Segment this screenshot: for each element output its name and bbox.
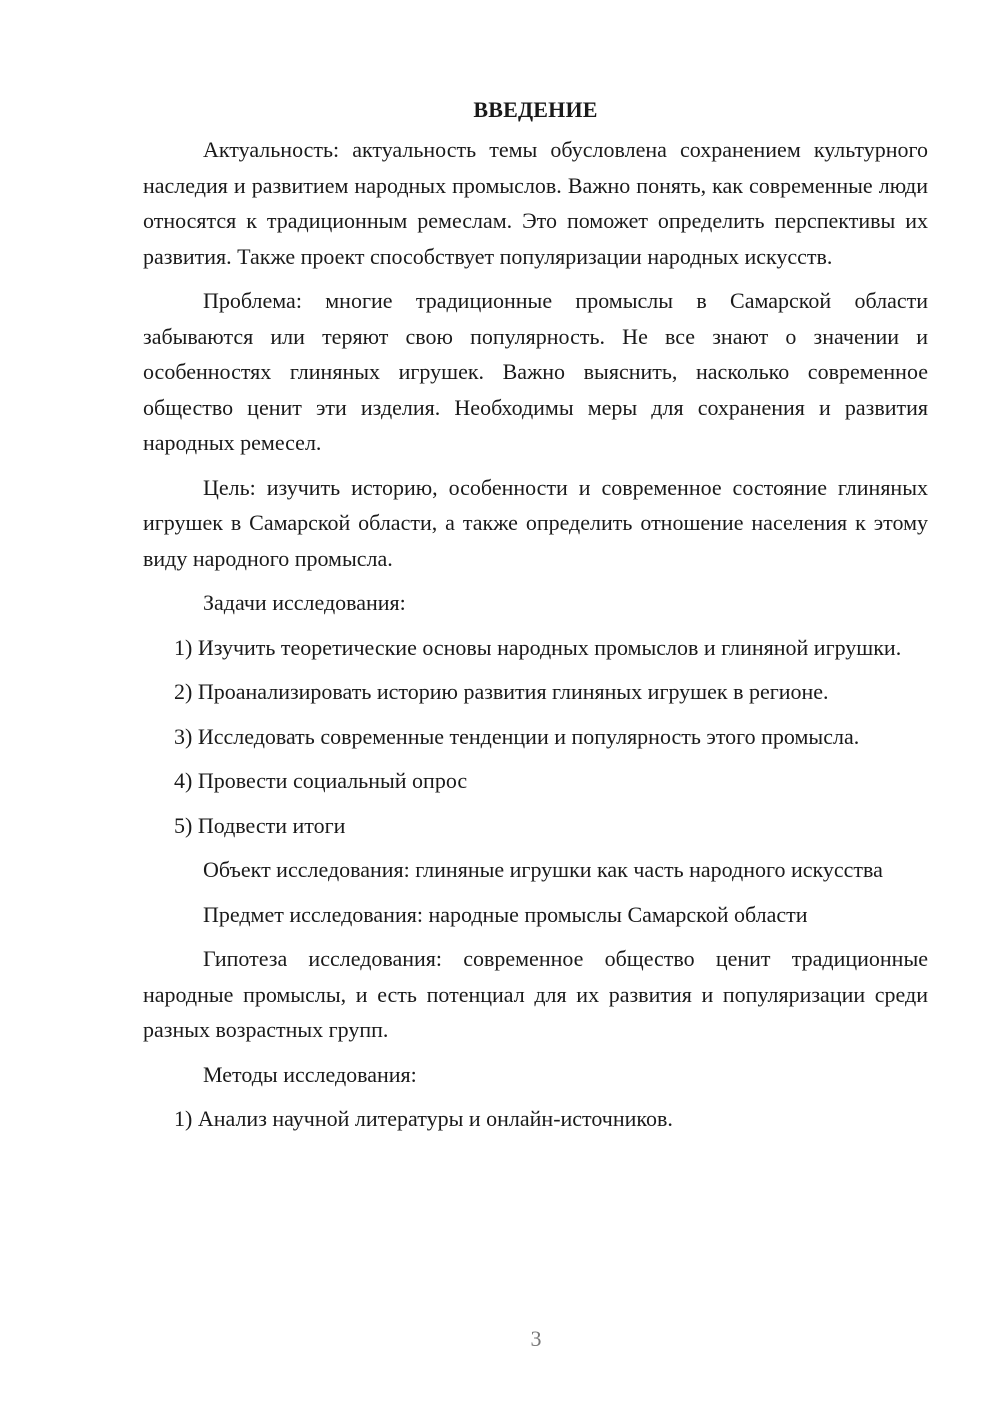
task-item-5: 5) Подвести итоги bbox=[174, 812, 346, 838]
task-item-2: 2) Проанализировать историю развития глиняных игрушек в регионе. bbox=[174, 679, 829, 704]
hypothesis-paragraph: Гипотеза исследования: современное общество ценит традиционные народные промыслы, и есть потенциал для их развития и популяризации среди разных возрастных групп. bbox=[143, 946, 928, 1042]
document-page bbox=[143, 92, 928, 1146]
section-title: ВВЕДЕНИЕ bbox=[473, 97, 598, 122]
task-item-1: 1) Изучить теоретические основы народных промыслов и глиняной игрушки. bbox=[174, 634, 902, 660]
method-item-1: 1) Анализ научной литературы и онлайн-источников. bbox=[174, 1106, 673, 1131]
page-number: 3 bbox=[530, 1326, 542, 1351]
tasks-heading: Задачи исследования: bbox=[203, 590, 406, 615]
subject-paragraph: Предмет исследования: народные промыслы Самарской области bbox=[203, 901, 808, 927]
task-item-3: 3) Исследовать современные тенденции и популярность этого промысла. bbox=[174, 723, 860, 749]
problem-paragraph: Проблема: многие традиционные промыслы в Самарской области забываются или теряют свою популярность. Не все знают о значении и особенностях глиняных игрушек. Важно выяснить, насколько современное общество ценит эти изделия. Необходимы меры для сохранения и развития народных ремесел. bbox=[143, 288, 928, 455]
relevance-paragraph: Актуальность: актуальность темы обусловлена сохранением культурного наследия и развитием народных промыслов. Важно понять, как современные люди относятся к традиционным ремеслам. Это поможет определить перспективы их развития. Также проект способствует популяризации народных искусств. bbox=[143, 137, 928, 269]
methods-heading: Методы исследования: bbox=[203, 1061, 417, 1087]
task-item-4: 4) Провести социальный опрос bbox=[174, 768, 468, 793]
goal-paragraph: Цель: изучить историю, особенности и современное состояние глиняных игрушек в Самарской области, а также определить отношение населения к этому виду народного промысла. bbox=[143, 474, 928, 571]
object-paragraph: Объект исследования: глиняные игрушки как часть народного искусства bbox=[203, 857, 883, 882]
